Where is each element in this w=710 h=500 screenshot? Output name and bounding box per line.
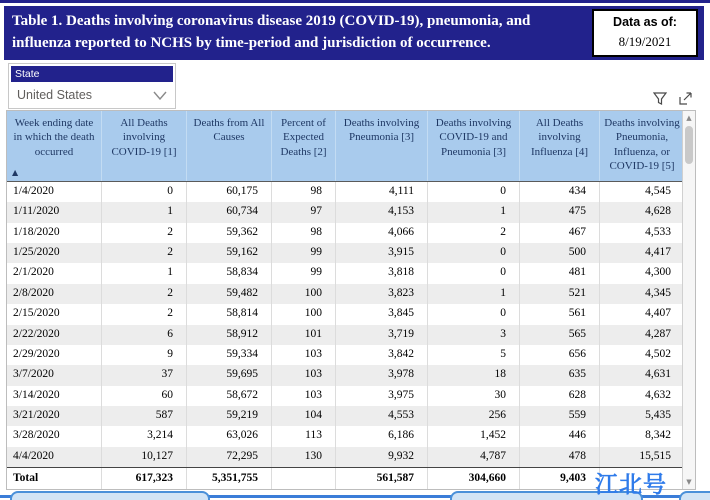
value-cell: 628 — [520, 386, 600, 406]
total-value-cell: 617,323 — [102, 468, 187, 489]
value-cell: 1 — [102, 263, 187, 283]
value-cell: 99 — [272, 263, 336, 283]
value-cell: 561 — [520, 304, 600, 324]
value-cell: 5,435 — [645, 408, 671, 421]
column-header-1[interactable] — [102, 111, 187, 181]
table-row — [7, 426, 684, 446]
value-cell: 2 — [428, 223, 520, 243]
value-cell: 103 — [272, 386, 336, 406]
table-row — [7, 284, 684, 304]
table-row — [7, 345, 684, 365]
column-header-6[interactable] — [520, 111, 600, 181]
value-cell: 59,219 — [187, 406, 272, 426]
value-cell: 3,978 — [336, 365, 428, 385]
date-cell: 2/8/2020 — [7, 284, 102, 304]
watermark-text: 江北号 — [595, 472, 667, 498]
value-cell: 565 — [520, 325, 600, 345]
value-cell: 100 — [272, 284, 336, 304]
value-cell: 113 — [272, 426, 336, 446]
value-cell: 72,295 — [187, 447, 272, 467]
value-cell: 587 — [102, 406, 187, 426]
value-cell: 30 — [428, 386, 520, 406]
value-cell: 8,342 — [645, 429, 671, 442]
date-cell: 3/28/2020 — [7, 426, 102, 446]
value-cell: 3,719 — [336, 325, 428, 345]
value-cell: 4,502 — [645, 347, 671, 360]
value-cell: 467 — [520, 223, 600, 243]
value-cell: 59,162 — [187, 243, 272, 263]
table-row — [7, 263, 684, 283]
value-cell: 478 — [520, 447, 600, 467]
data-table — [6, 110, 696, 490]
value-cell: 3,818 — [336, 263, 428, 283]
table-row — [7, 243, 684, 263]
column-header-label: Deaths involving Pneumonia, Influenza, or COVID-19 [5] — [604, 117, 680, 172]
value-cell: 2 — [102, 284, 187, 304]
value-cell: 9 — [102, 345, 187, 365]
title-bar — [4, 6, 704, 60]
data-as-of-value: 8/19/2021 — [618, 34, 672, 49]
total-label-cell: Total — [7, 468, 102, 489]
value-cell: 3,823 — [336, 284, 428, 304]
value-cell: 4,066 — [336, 223, 428, 243]
value-cell: 58,814 — [187, 304, 272, 324]
value-cell: 2 — [102, 304, 187, 324]
column-header-label: All Deaths involving Influenza [4] — [530, 117, 589, 158]
value-cell: 130 — [272, 447, 336, 467]
value-cell: 4,300 — [645, 266, 671, 279]
value-cell: 60,734 — [187, 202, 272, 222]
value-cell: 4,533 — [645, 225, 671, 238]
bottom-button-right[interactable] — [679, 491, 710, 500]
value-cell: 98 — [272, 182, 336, 202]
table-row — [7, 406, 684, 426]
value-cell: 4,407 — [645, 307, 671, 320]
column-header-2[interactable] — [187, 111, 272, 181]
date-cell: 1/4/2020 — [7, 182, 102, 202]
table-row — [7, 223, 684, 243]
data-as-of-box — [592, 9, 698, 57]
value-cell: 103 — [272, 345, 336, 365]
total-value-cell: 5,351,755 — [187, 468, 272, 489]
date-cell: 3/21/2020 — [7, 406, 102, 426]
value-cell: 1 — [428, 202, 520, 222]
table-row — [7, 447, 684, 467]
value-cell: 4,628 — [645, 205, 671, 218]
date-cell: 2/29/2020 — [7, 345, 102, 365]
column-header-0[interactable] — [7, 111, 102, 181]
value-cell: 434 — [520, 182, 600, 202]
value-cell: 446 — [520, 426, 600, 446]
value-cell: 4,632 — [645, 388, 671, 401]
table-row — [7, 325, 684, 345]
total-value-cell — [272, 468, 336, 489]
value-cell: 635 — [520, 365, 600, 385]
value-cell: 2 — [102, 243, 187, 263]
value-cell: 59,482 — [187, 284, 272, 304]
date-cell: 1/18/2020 — [7, 223, 102, 243]
column-header-7[interactable] — [600, 111, 684, 181]
value-cell: 9,932 — [336, 447, 428, 467]
value-cell: 1 — [102, 202, 187, 222]
table-row — [7, 365, 684, 385]
column-header-label: All Deaths involving COVID-19 [1] — [111, 117, 177, 158]
value-cell: 3,842 — [336, 345, 428, 365]
state-slicer — [8, 63, 176, 109]
value-cell: 6 — [102, 325, 187, 345]
value-cell: 100 — [272, 304, 336, 324]
date-cell: 4/4/2020 — [7, 447, 102, 467]
value-cell: 656 — [520, 345, 600, 365]
table-row — [7, 182, 684, 202]
value-cell: 500 — [520, 243, 600, 263]
value-cell: 4,417 — [645, 246, 671, 259]
value-cell: 5 — [428, 345, 520, 365]
page-title: Table 1. Deaths involving coronavirus disease 2019 (COVID-19), pneumonia, and influenza reported to NCHS by time-period and jurisdiction of occurrence. — [12, 13, 531, 51]
value-cell: 1 — [428, 284, 520, 304]
value-cell: 4,787 — [428, 447, 520, 467]
total-value-cell: 304,660 — [428, 468, 520, 489]
top-accent-line — [0, 0, 710, 3]
value-cell: 0 — [428, 182, 520, 202]
column-header-3[interactable] — [272, 111, 336, 181]
column-header-4[interactable] — [336, 111, 428, 181]
visual-header-icons — [653, 92, 692, 106]
value-cell: 3,915 — [336, 243, 428, 263]
value-cell: 3,845 — [336, 304, 428, 324]
date-cell: 2/1/2020 — [7, 263, 102, 283]
value-cell: 101 — [272, 325, 336, 345]
table-header-row — [7, 111, 684, 182]
value-cell: 97 — [272, 202, 336, 222]
date-cell: 3/14/2020 — [7, 386, 102, 406]
date-cell: 3/7/2020 — [7, 365, 102, 385]
value-cell: 1,452 — [428, 426, 520, 446]
value-cell: 0 — [428, 263, 520, 283]
value-cell: 256 — [428, 406, 520, 426]
table-total-row — [7, 467, 684, 489]
date-cell: 1/25/2020 — [7, 243, 102, 263]
value-cell: 99 — [272, 243, 336, 263]
value-cell: 4,545 — [645, 185, 671, 197]
date-cell: 1/11/2020 — [7, 202, 102, 222]
vertical-scrollbar[interactable] — [682, 111, 695, 489]
column-header-label: Deaths involving Pneumonia [3] — [343, 117, 420, 144]
state-dropdown-value: United States — [17, 88, 93, 102]
table-inner — [7, 111, 684, 489]
value-cell: 4,287 — [645, 327, 671, 340]
scroll-up-icon[interactable]: ▲ — [686, 114, 692, 122]
value-cell: 98 — [272, 223, 336, 243]
total-value-cell: 561,587 — [336, 468, 428, 489]
column-header-label: Week ending date in which the death occurred — [13, 117, 95, 158]
table-body — [7, 182, 684, 467]
date-cell: 2/15/2020 — [7, 304, 102, 324]
sort-ascending-icon: ▲ — [12, 167, 19, 177]
value-cell: 6,186 — [336, 426, 428, 446]
value-cell: 58,912 — [187, 325, 272, 345]
value-cell: 0 — [428, 243, 520, 263]
column-header-label: Deaths from All Causes — [193, 117, 265, 144]
value-cell: 3,975 — [336, 386, 428, 406]
value-cell: 0 — [102, 182, 187, 202]
table-row — [7, 304, 684, 324]
column-header-label: Deaths involving COVID-19 and Pneumonia [3] — [435, 117, 512, 158]
state-slicer-label: State — [15, 68, 40, 80]
value-cell: 63,026 — [187, 426, 272, 446]
value-cell: 2 — [102, 223, 187, 243]
value-cell: 521 — [520, 284, 600, 304]
value-cell: 103 — [272, 365, 336, 385]
value-cell: 60,175 — [187, 182, 272, 202]
value-cell: 4,153 — [336, 202, 428, 222]
column-header-5[interactable] — [428, 111, 520, 181]
chevron-down-icon — [153, 91, 167, 100]
value-cell: 37 — [102, 365, 187, 385]
total-value-cell: 9,403 — [520, 468, 600, 489]
data-as-of-label: Data as of: — [613, 15, 677, 29]
value-cell: 18 — [428, 365, 520, 385]
value-cell: 559 — [520, 406, 600, 426]
scroll-down-icon[interactable]: ▼ — [686, 478, 692, 487]
value-cell: 4,553 — [336, 406, 428, 426]
value-cell: 59,695 — [187, 365, 272, 385]
scrollbar-thumb[interactable] — [685, 126, 693, 164]
bottom-button-left[interactable] — [10, 491, 210, 500]
value-cell: 60 — [102, 386, 187, 406]
state-slicer-header — [11, 66, 173, 82]
value-cell: 4,631 — [645, 368, 671, 381]
value-cell: 10,127 — [102, 447, 187, 467]
date-cell: 2/22/2020 — [7, 325, 102, 345]
value-cell: 59,362 — [187, 223, 272, 243]
filter-icon[interactable] — [653, 92, 667, 106]
value-cell: 0 — [428, 304, 520, 324]
state-dropdown[interactable] — [9, 84, 175, 102]
focus-mode-icon[interactable] — [679, 92, 692, 105]
value-cell: 58,672 — [187, 386, 272, 406]
value-cell: 104 — [272, 406, 336, 426]
value-cell: 15,515 — [639, 449, 671, 462]
value-cell: 475 — [520, 202, 600, 222]
value-cell: 4,345 — [645, 286, 671, 299]
table-row — [7, 386, 684, 406]
value-cell: 58,834 — [187, 263, 272, 283]
value-cell: 3,214 — [102, 426, 187, 446]
value-cell: 59,334 — [187, 345, 272, 365]
value-cell: 481 — [520, 263, 600, 283]
value-cell: 3 — [428, 325, 520, 345]
value-cell: 4,111 — [336, 182, 428, 202]
column-header-label: Percent of Expected Deaths [2] — [280, 117, 327, 158]
table-row — [7, 202, 684, 222]
